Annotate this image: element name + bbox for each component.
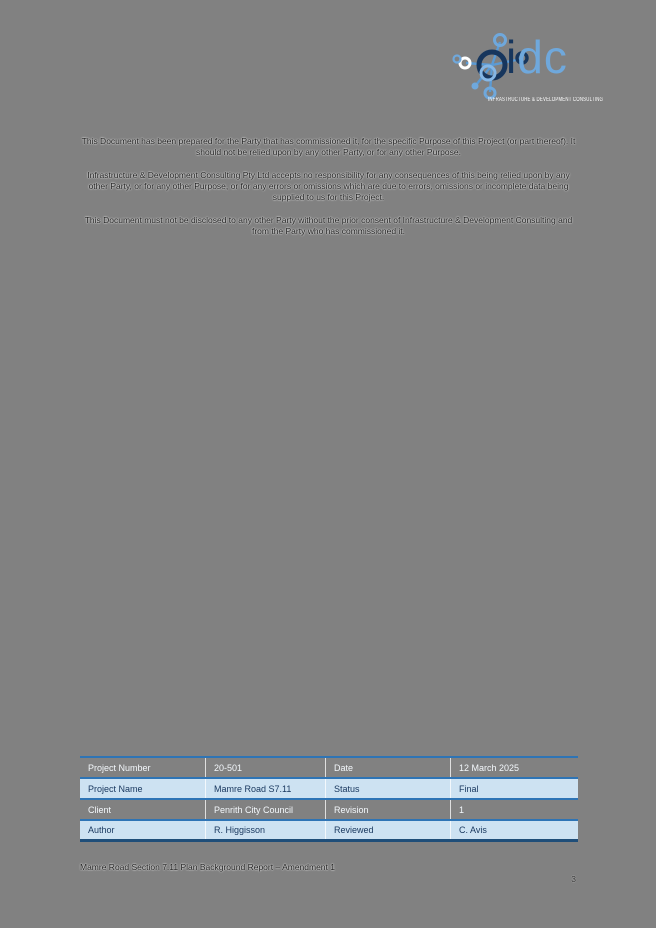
page-number: 3 (571, 874, 576, 884)
table-row (80, 800, 578, 821)
logo-brand-text: idc (506, 31, 568, 83)
table-value: Mamre Road S7.11 (205, 779, 325, 798)
footer-document-title: Mamre Road Section 7.11 Plan Background Report – Amendment 1 (80, 862, 335, 872)
table-row (80, 779, 578, 800)
table-label: Revision (325, 800, 450, 819)
table-label: Reviewed (325, 821, 450, 839)
table-value: R. Higgisson (205, 821, 325, 839)
table-row (80, 821, 578, 842)
logo-tagline: INFRASTRUCTURE & DEVELOPMENT CONSULTING (488, 97, 604, 103)
table-label: Author (88, 825, 115, 835)
table-label: Status (325, 779, 450, 798)
project-info-table (80, 756, 578, 842)
table-row (80, 758, 578, 779)
disclaimer-block (80, 136, 577, 249)
table-value: Final (450, 779, 578, 798)
table-label: Project Name (88, 783, 143, 794)
table-label: Date (325, 758, 450, 777)
table-label: Client (88, 804, 112, 815)
table-value: 12 March 2025 (450, 758, 578, 777)
disclaimer-paragraph: Infrastructure & Development Consulting Pty Ltd accepts no responsibility for any consequences of this being relied upon by any other Party, or for any other Purpose, or for any errors or omissions which are due to errors, omissions or incomplete data being supplied to us for this Project. (87, 170, 570, 202)
disclaimer-paragraph: This Document has been prepared for the Party that has commissioned it, for the specific Purpose of this Project (or part thereof). It should not be relied upon by any other Party, or for any other Purpose. (81, 136, 576, 157)
idc-logo (452, 30, 604, 104)
table-value: 20-501 (205, 758, 325, 777)
table-value: C. Avis (450, 821, 578, 839)
disclaimer-paragraph: This Document must not be disclosed to any other Party without the prior consent of Infrastructure & Development Consulting and from the Party who has commissioned it. (84, 215, 573, 236)
table-value: 1 (450, 800, 578, 819)
table-label: Project Number (88, 762, 151, 773)
table-value: Penrith City Council (205, 800, 325, 819)
